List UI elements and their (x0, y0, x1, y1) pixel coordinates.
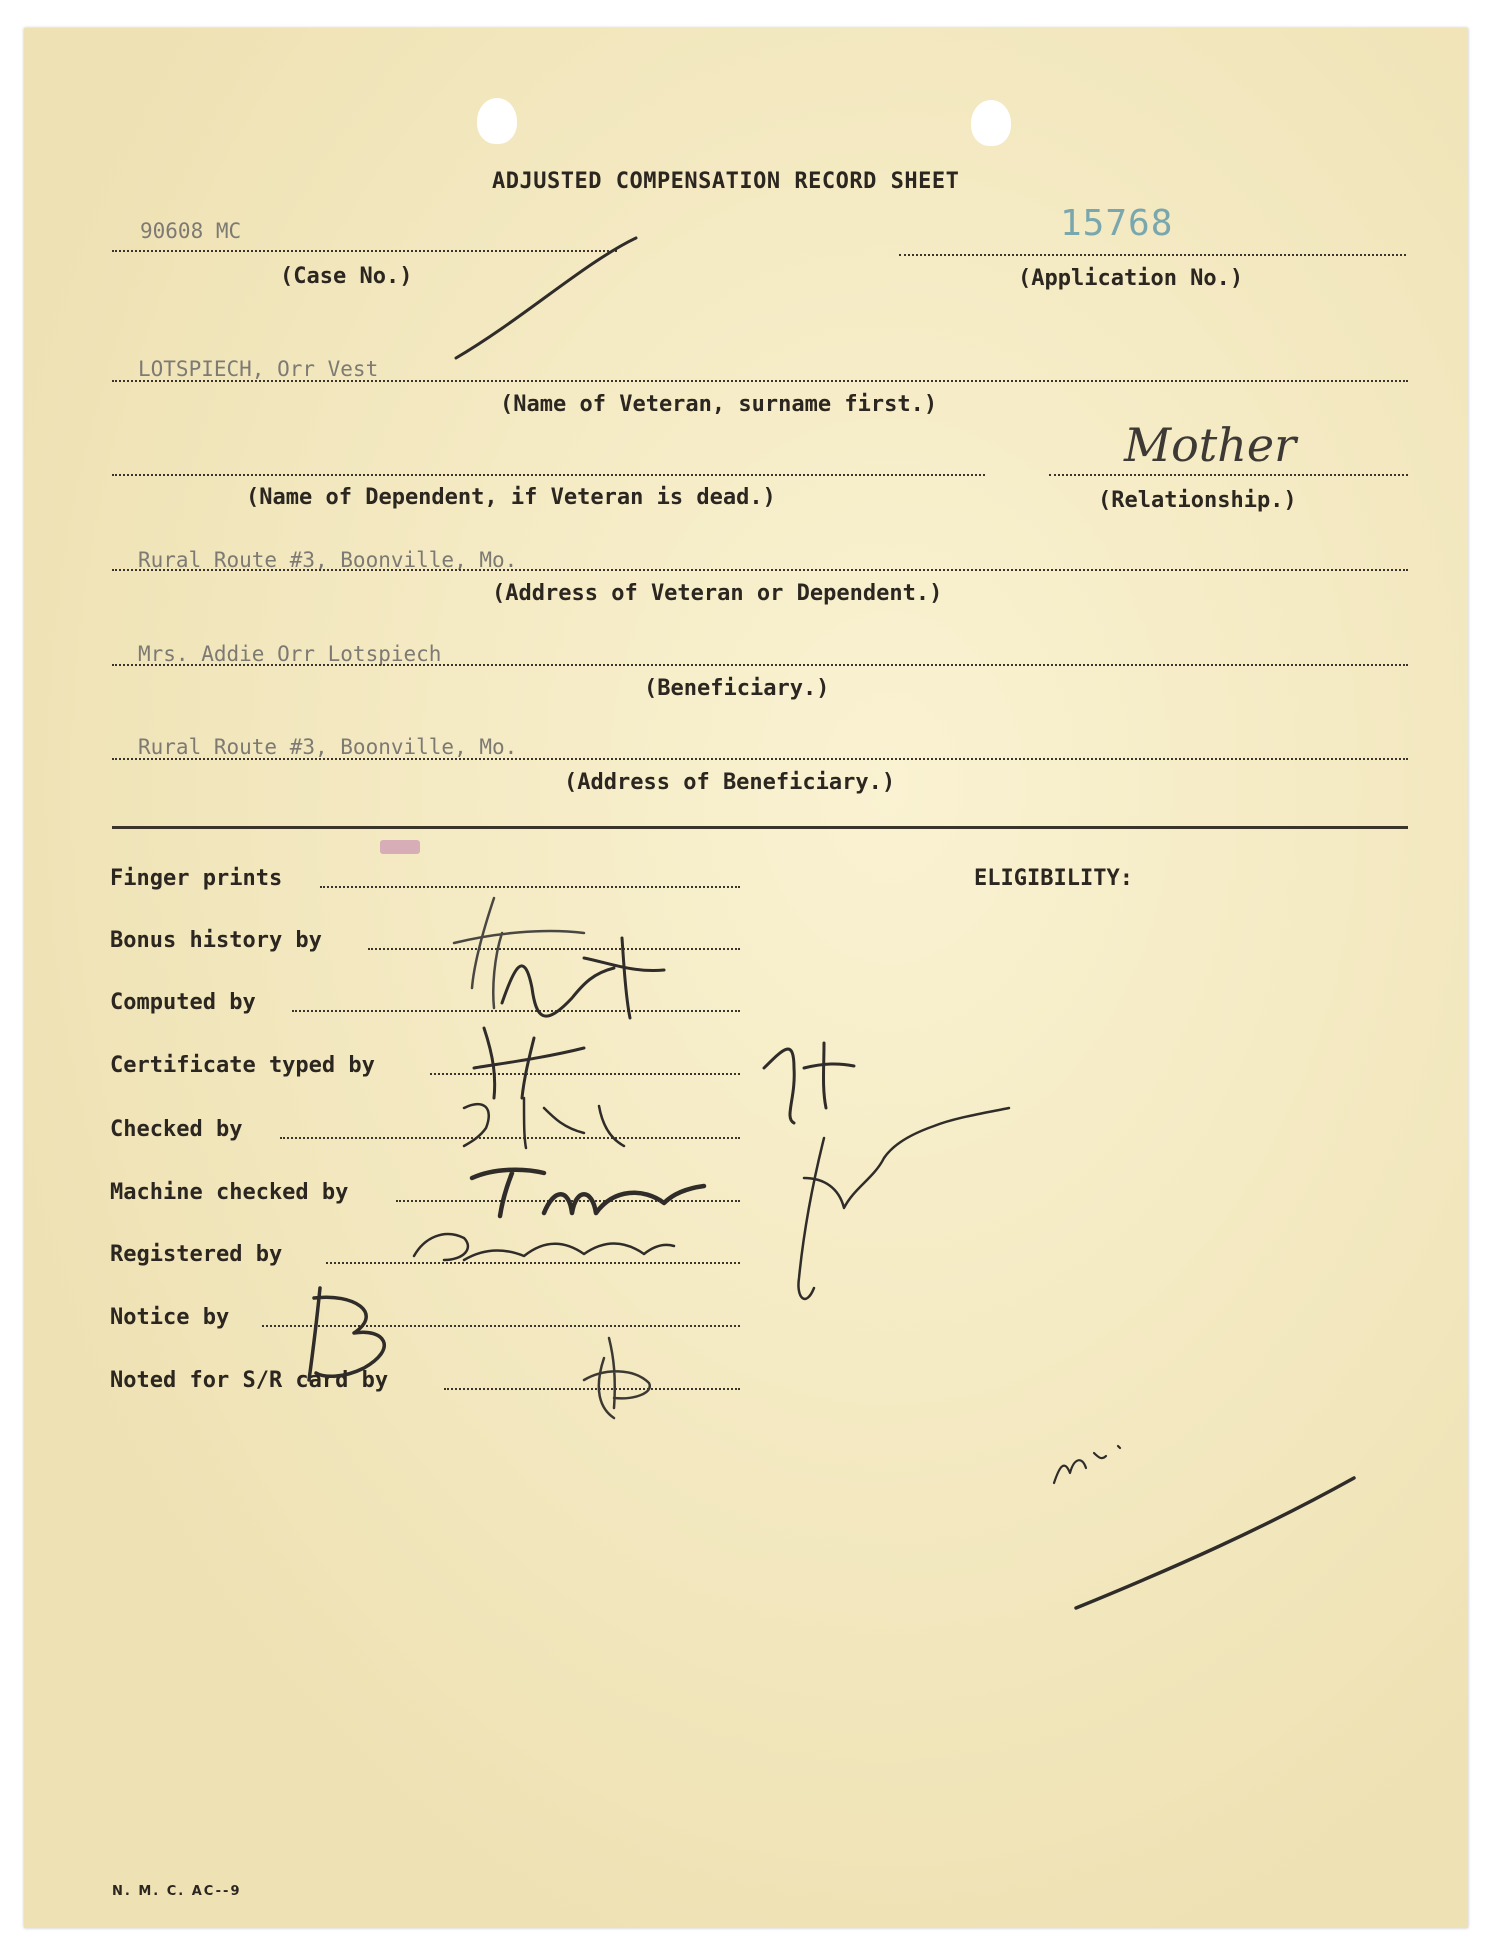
checked-by-label: Checked by (110, 1117, 243, 1142)
computed-by-signature (502, 938, 664, 1018)
notice-by-label: Notice by (110, 1305, 230, 1330)
relationship-handwritten: Mother (1124, 418, 1297, 472)
checked-by-initials (464, 1098, 624, 1148)
pen-slash-bottom (1076, 1478, 1354, 1608)
beneficiary-address-label: (Address of Beneficiary.) (564, 770, 896, 795)
machine-checked-label: Machine checked by (110, 1180, 349, 1205)
dependent-label: (Name of Dependent, if Veteran is dead.) (246, 485, 776, 510)
machine-checked-signature (472, 1170, 704, 1216)
handwriting-marks (24, 28, 1468, 1928)
bonus-history-initials (454, 898, 584, 1008)
registered-by-signature (414, 1234, 674, 1260)
computed-by-label: Computed by (110, 990, 256, 1015)
application-number-stamp: 15768 (1060, 203, 1174, 244)
noted-sr-card-label: Noted for S/R card by (110, 1368, 389, 1393)
document-title: ADJUSTED COMPENSATION RECORD SHEET (492, 169, 960, 194)
noted-sr-initial (584, 1338, 650, 1418)
vertical-signature-fut (764, 1043, 854, 1123)
beneficiary-label: (Beneficiary.) (644, 676, 830, 701)
vertical-signature-jackson (798, 1108, 1009, 1299)
case-number-value: 90608 MC (140, 219, 242, 243)
notice-by-initial (309, 1288, 384, 1380)
purple-stamp-mark (380, 840, 420, 854)
veteran-name-value: LOTSPIECH, Orr Vest (138, 357, 379, 381)
mo-handwritten-mark (1054, 1446, 1120, 1483)
finger-prints-label: Finger prints (110, 866, 283, 891)
veteran-address-label: (Address of Veteran or Dependent.) (492, 581, 943, 606)
form-number: N. M. C. AC--9 (112, 1884, 242, 1899)
case-number-label: (Case No.) (280, 264, 413, 289)
relationship-label: (Relationship.) (1098, 488, 1297, 513)
registered-by-label: Registered by (110, 1242, 283, 1267)
eligibility-label: ELIGIBILITY: (974, 866, 1133, 891)
certificate-typed-label: Certificate typed by (110, 1053, 375, 1078)
pen-slash-top (456, 238, 636, 358)
beneficiary-value: Mrs. Addie Orr Lotspiech (138, 642, 442, 666)
beneficiary-address-value: Rural Route #3, Boonville, Mo. (138, 735, 518, 759)
record-sheet (24, 28, 1468, 1928)
veteran-address-value: Rural Route #3, Boonville, Mo. (138, 548, 518, 572)
veteran-name-label: (Name of Veteran, surname first.) (500, 392, 938, 417)
bonus-history-label: Bonus history by (110, 928, 322, 953)
application-number-label: (Application No.) (1018, 266, 1244, 291)
certificate-typed-initials (474, 1028, 584, 1098)
